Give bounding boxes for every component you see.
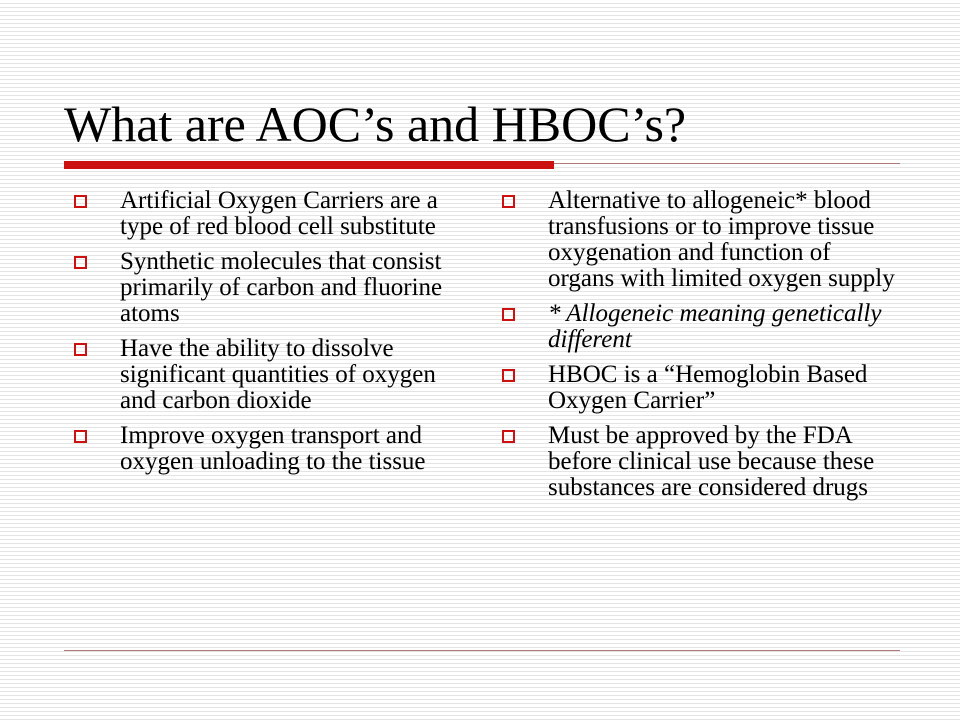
bullet-text: Synthetic molecules that consist primarily of carbon and fluorine atoms	[120, 248, 443, 327]
bullet-text: Improve oxygen transport and oxygen unloading to the tissue	[120, 422, 426, 475]
square-bullet-icon	[74, 256, 87, 269]
bullet-item	[70, 188, 470, 240]
bullet-text: HBOC is a “Hemoglobin Based Oxygen Carrier”	[548, 361, 868, 414]
square-bullet-icon	[74, 430, 87, 443]
square-bullet-icon	[502, 430, 515, 443]
footer-rule	[64, 650, 900, 651]
square-bullet-icon	[74, 343, 87, 356]
square-bullet-icon	[502, 369, 515, 382]
bullet-text: Must be approved by the FDA before clinical use because these substances are considered drugs	[548, 422, 875, 501]
bullet-text: Artificial Oxygen Carriers are a type of red blood cell substitute	[120, 187, 438, 240]
square-bullet-icon	[502, 308, 515, 321]
bullet-item-footnote	[498, 301, 898, 353]
title-underline-accent	[64, 161, 554, 169]
square-bullet-icon	[74, 195, 87, 208]
left-bullet-list	[70, 188, 470, 484]
right-bullet-list	[498, 188, 898, 510]
bullet-text: Alternative to allogeneic* blood transfusions or to improve tissue oxygenation and function of organs with limited oxygen supply	[548, 187, 895, 292]
bullet-item	[70, 249, 470, 327]
bullet-item	[498, 423, 898, 501]
bullet-text: Have the ability to dissolve significant quantities of oxygen and carbon dioxide	[120, 335, 436, 414]
square-bullet-icon	[502, 195, 515, 208]
bullet-text: * Allogeneic meaning genetically different	[548, 300, 882, 353]
bullet-item	[70, 336, 470, 414]
bullet-item	[498, 362, 898, 414]
bullet-item	[498, 188, 898, 292]
slide-title: What are AOC’s and HBOC’s?	[64, 96, 687, 152]
title-underline-rule	[554, 163, 900, 164]
bullet-item	[70, 423, 470, 475]
